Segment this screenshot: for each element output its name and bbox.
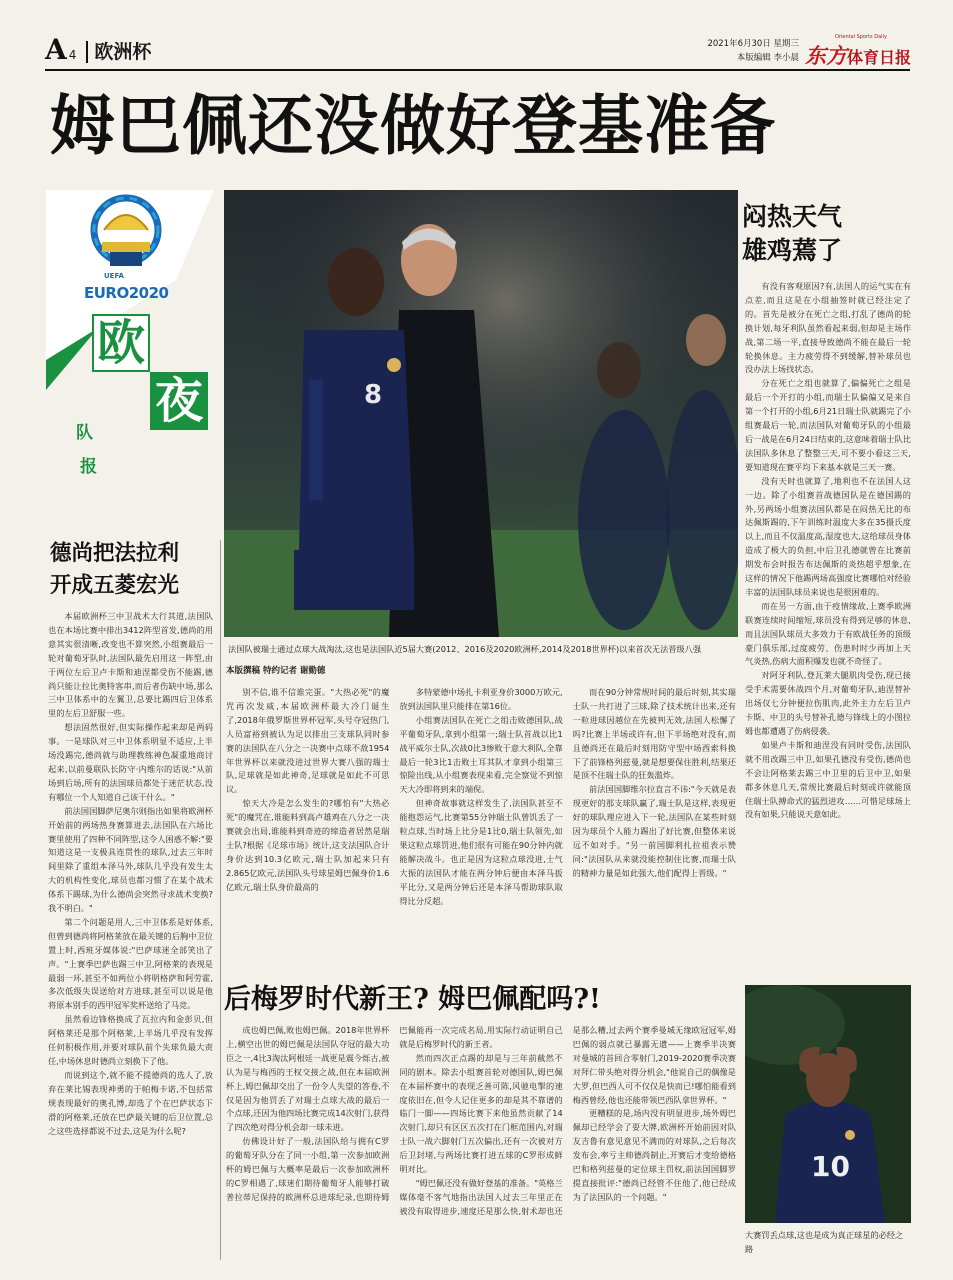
paragraph: 仿佛设计好了一般,法国队给与拥有C罗的葡萄牙队分在了同一小组,第一次参加欧洲杯的姆巴佩与大概率是最后一次参加欧洲杯的C罗相遇了,球迷们期待葡萄牙人能够打破普拉蒂尼保持的欧洲杯总进球纪录,也期待姆巴佩能再一次完成名局,用实际行动证明自己就是后梅罗时代的新王者。 <box>226 1025 563 1202</box>
paragraph: 没有天时也就算了,地利也不在法国人这一边。除了小组赛首战德国队是在德国踢的外,另两场小组赛法国队都是在闷热无比的布达佩斯踢的,下午训练时温度大多在35摄氏度以上,而且不仅温度高,湿度也大,这给球员身体造成了极大的负担,中后卫孔德就曾在比赛前期发布会时报告布达佩斯的炎热超乎想象,在这样的情况下他踢两场高强度比赛哪怕对经验丰富的法国队球员来说也是很困难的。 <box>745 475 911 597</box>
bottom-article-title: 后梅罗时代新王? 姆巴佩配吗?! <box>224 984 601 1015</box>
right-title-line-1: 闷热天气 <box>742 202 843 231</box>
issue-info <box>669 37 799 65</box>
paragraph: 分在死亡之组也就算了,偏偏死亡之组是最后一个开打的小组,而瑞士队偏偏又是来自第一个打开的小组,6月21日瑞士队就踢完了小组赛最后一轮,而法国队对葡萄牙队的小组最后一战是在6月24日结束的,这意味着瑞士队比法国队多休息了整整三天,可不要小看这三天,要知道现在赛平均下来基本就是三天一赛。 <box>745 378 911 472</box>
column-char-1: 欧 <box>92 314 150 372</box>
page-number <box>45 30 151 66</box>
paragraph: 想法固然很好,但实际操作起来却是两码事。一是球队对三中卫体系明显不适应,上半场没踢完,德尚就与助理教练神色凝重地商讨起来,以前曼联队长防守·内维尔的话说:"从前场到后场,所有的法国球员都处于迷茫状态,没有哪位一个人知道自己该干什么。" <box>48 722 213 802</box>
middle-byline: 本版撰稿 特约记者 谢勤德 <box>226 666 326 676</box>
paragraph: 多特蒙德中场扎卡利亚身价3000万欧元,放到法国队里只能排在第16位。 <box>399 687 563 711</box>
paragraph: 而在另一方面,由于疫情缘故,上赛季欧洲联赛连续时间缩短,球员没有得到足够的休息,而且法国队球员大多效力于有欧战任务的顶级豪门俱乐部,过度疲劳、伤患时时少再加上天气炎热,伤病大面积爆发也就不奇怪了。 <box>745 600 911 667</box>
bottom-article-body <box>226 1024 736 1270</box>
section-label: 欧洲杯 <box>86 41 151 63</box>
euro2020-label: EURO2020 <box>84 284 169 302</box>
paper-name-black: 体育日报 <box>847 48 912 67</box>
paragraph: 别不信,谁不信谁完蛋。"大热必死"的魔咒再次发威,本届欧洲杯最大冷门诞生了,2018年俄罗斯世界杯冠军,头号夺冠热门,人员富裕到被认为足以排出三支球队同时参赛的法国队在八分之一决赛中点球不敌1954年世界杯以来就没进过世界大赛八强的瑞士队,足球就是如此神奇,足球就是如此不可思议。 <box>226 687 390 795</box>
bottom-photo-caption: 大赛罚丢点球,这也是成为真正球星的必经之路 <box>745 1230 904 1254</box>
uefa-label: UEFA <box>104 272 124 280</box>
left-title-line-1: 德尚把法拉利 <box>50 541 180 566</box>
page-num: 4 <box>68 48 77 62</box>
column-char-2: 夜 <box>150 372 208 430</box>
paragraph: 小组赛法国队在死亡之组击败德国队,战平葡萄牙队,拿到小组第一;瑞士队首战以比1战平威尔士队,次战0比3惨败于意大利队,全靠最后一轮3比1击败土耳其队才拿到小组第三惊险出线,从小组赛表现来看,完全察觉不到惊天大冷即将到来的端倪。 <box>399 714 563 795</box>
column-char-4: 报 <box>80 457 97 477</box>
left-article-body <box>48 610 213 1256</box>
paragraph: 而说到这个,就不能不提德尚的选人了,放弃在莱比锡表现神勇的于帕梅卡诺,不包括常规表现最好的奥孔博,却选了个在巴萨状态下滑的阿格莱,还放在巴萨最关键的后卫位置,总之这些选择都说不过去,这是为什么呢? <box>48 1069 213 1136</box>
player-number-left: 8 <box>364 380 383 410</box>
paragraph: 前法国国脚萨尼奥尔则指出如果将欧洲杯开始前的两场热身赛算进去,法国队在六场比赛里使用了四种不同阵型,这令人困惑不解:"要知道这是一支极具连贯性的球队,过去三年时间里除了重组本泽马外,球队几乎没有发生太大的机构性变化,球员也都习惯了在某个战术体系下踢球,为什么德尚会突然寻求战术变换?我不明白。" <box>48 805 213 914</box>
paragraph: 对阿牙利队,登瓦莱大腿肌肉受伤,现已接受手术需要休战四个月,对葡萄牙队,迪涅替补出场仅七分钟便拉伤肌肉,此外主力左后卫卢卡斯、中卫的头号替补孔德与锋线上的小图拉姆也都遭遇了伤病侵袭。 <box>745 670 911 736</box>
page-letter: A <box>45 33 67 66</box>
top-photo-caption: 法国队被瑞士通过点球大战淘汰,这也是法国队近5届大赛(2012、2016及2020欧洲杯,2014及2018世界杯)以来首次无法晋级八强 <box>228 644 702 654</box>
left-title-line-2: 开成五菱宏光 <box>50 573 180 598</box>
top-photo <box>224 190 738 637</box>
paragraph: 惊天大冷是怎么发生的?哪怕有"大热必死"的魔咒在,谁能料到高卢雄鸡在八分之一决赛就会出局,谁能料到奇迹的缔造者居然是瑞士队?根据《足球市场》统计,这支法国队合计身价达到10.3亿欧元,瑞士队加起来只有2.865亿欧元,法国队头号球星姆巴佩身价1.6亿欧元,瑞士队身价最高的 <box>226 798 390 892</box>
column-divider <box>220 540 221 1260</box>
player-number-right: 10 <box>811 1150 850 1183</box>
masthead-rule <box>45 69 910 71</box>
paper-logo <box>805 34 915 66</box>
players-photo-graphic <box>224 190 738 637</box>
euro-logo-box <box>46 190 214 490</box>
paragraph: 虽然看边锋格换成了瓦拉内和金彭贝,但阿格莱还是那个阿格莱,上半场几乎没有发挥任何积极作用,并要对球队前个失球负最大责任,中场休息时德尚立刻换下了他。 <box>48 1014 213 1066</box>
right-title-line-2: 雄鸡蔫了 <box>742 236 843 265</box>
paragraph: 而在90分钟常规时间的最后时刻,其实瑞士队一共打进了三球,除了技术统计出来,还有一粒进球因越位在先被判无效,法国人松懈了吗?比赛上半场或许有,但下半场绝对没有,而且德尚还在最后时刻用防守型中场西索科换下了前锋格列兹曼,就是想要保住胜利,结果还是顶不住瑞士队的狂轰滥炸。 <box>572 687 736 781</box>
mbappe-photo-graphic <box>745 985 911 1223</box>
column-char-3: 队 <box>76 423 93 443</box>
paragraph: 更糟糕的是,场内没有明显进步,场外姆巴佩却已经学会了耍大牌,欧洲杯开始前因对队友吉鲁有意见意见不满而的对球队,之后每次发布会,率亏主帅德尚制止,开赛后才变给德格巴和格列兹曼的定位球主罚权,前法国国脚罗提直接批评:"德尚已经管不住他了,他已经成为了法国队的一个问题。" <box>572 1108 736 1202</box>
paragraph: 但神奇故事就这样发生了,法国队甚至不能抱怨运气,比赛第55分钟瑞士队曾饥丢了一粒点球,当时场上比分是1比0,瑞士队领先,如果这粒点球罚进,他们很有可能在90分钟内就能解决战斗。也正是因为这粒点球没进,士气大振的法国队才能在两分钟后便由本泽马扳平比分,又是两分钟后还是本泽马帮助球队取得比分反超。 <box>399 798 563 906</box>
issue-editor: 本版编辑 李小晨 <box>736 53 799 63</box>
paragraph: 本届欧洲杯三中卫战术大行其道,法国队也在本场比赛中排出3412阵型首发,德尚的用意其实很清晰,改变也不算突然,小组赛最后一轮对葡萄牙队时,法国队最先启用这一阵型,由于两位左后卫卢卡斯和迪涅都受伤不能踢,德尚只能让拉比奥特客串,而后者伤缺中场,那么三中卫体系中的左翼卫,总要比踢四后卫体系里的左后卫舒服一些。 <box>48 611 213 719</box>
left-article-title <box>50 538 220 602</box>
paragraph: "姆巴佩还没有做好登基的准备。"英格兰媒体毫不客气地指出法国人过去三年里正在被没有取得进步,速度还是那么快,射术却也还是那么糟,过去两个赛季曼城无缘欧冠冠军,姆巴佩的弱点就已暴露无遗——上赛季半决赛对曼城的首回合零射门,2019-2020赛季决赛对拜仁带头绝对得分机会,"他说自己的偶像是大罗,但巴西人可不仅仅是快而已!哪怕能看到梅西曾经,他也还能带领巴西队拿世界杯。" <box>399 1025 736 1216</box>
middle-article-body <box>226 686 736 971</box>
paper-sub: Oriental Sports Daily <box>835 34 887 40</box>
paragraph: 第二个问题是用人,三中卫体系是好体系,但曾到德尚将阿格莱放在最关键的后胸中卫位置上时,西班牙媒体说:"巴萨球迷全部笑出了声。"上赛季巴萨也踢三中卫,阿格莱的表现是最弱一环,甚至不如两位小将明格萨和阿劳霍,多次低级失误送给对方进球,甚至可以说是他将原本别手的西甲冠军奖杯送给了马竞。 <box>48 916 213 1011</box>
paper-name-red: 东方 <box>805 43 847 68</box>
right-article-title <box>742 200 912 268</box>
main-headline: 姆巴佩还没做好登基准备 <box>50 88 777 164</box>
paragraph: 前法国国脚维尔拉直言不讳:"今天就是表现更好的那支球队赢了,瑞士队是这样,表现更好的球队理应进入下一轮,法国队在某些时刻因为球员个人能力踢出了好比赛,但整体来说远不如对手。"另一前国脚利扎拉祖表示赞同:"法国队从来就没能控制住比赛,而瑞士队的精神力量是如此强大,他们配得上晋级。" <box>572 784 736 878</box>
paragraph: 然而四次正点踢的却是与三年前截然不同的剧本。除去小组赛首轮对德国队,姆巴佩在本届杯赛中的表现乏善可陈,风驰电掣的速度依旧在,但令人记住更多的却是其不靠谱的临门一脚——四场比赛下来他虽然贡献了14次射门,却只有区区五次打在门框范围内,对瑞士队一战六脚射门五次偏出,还有一次被对方后卫封堵,与两场比赛打进五球的C罗形成鲜明对比。 <box>399 1052 563 1175</box>
issue-date: 2021年6月30日 星期三 <box>707 39 799 49</box>
paragraph: 如果卢卡斯和迪涅没有同时受伤,法国队就不用改踢三中卫,如果孔德没有受伤,德尚也不会让阿格莱去踢三中卫里的后卫中卫,如果都多休息几天,常规比赛最后时刻或许就能顶住瑞士队搏命式的猛烈进攻……可惜足球场上没有如果,只能说天意如此。 <box>745 739 911 820</box>
paragraph: 有没有客观原因?有,法国人的运气实在有点差,而且这是在小组抽签时就已经注定了的。首先是被分在死亡之组,打乱了德尚的轮换计划,每牙利队虽然看起来弱,但却是主场作战,第二场一平,直接导致德尚不能在最后一轮轮换休息。主力疲劳得不到缓解,替补球员也没办法上场找状态。 <box>745 281 911 375</box>
bottom-photo <box>745 985 911 1223</box>
paragraph: 成也姆巴佩,败也姆巴佩。2018年世界杯上,横空出世的姆巴佩是法国队夺冠的最大功臣之一,4比3淘汰阿根廷一战更是震今烁古,被认为是与梅西的王权交接之战,但在本届欧洲杯上,姆巴佩却交出了一份令人失望的答卷,不仅是因为他罚丢了对瑞士点球大战的最后一个点球,还因为他四场比赛完成14次射门,获得了四次绝对得分机会却一球未进。 <box>226 1025 390 1133</box>
masthead <box>45 30 910 72</box>
